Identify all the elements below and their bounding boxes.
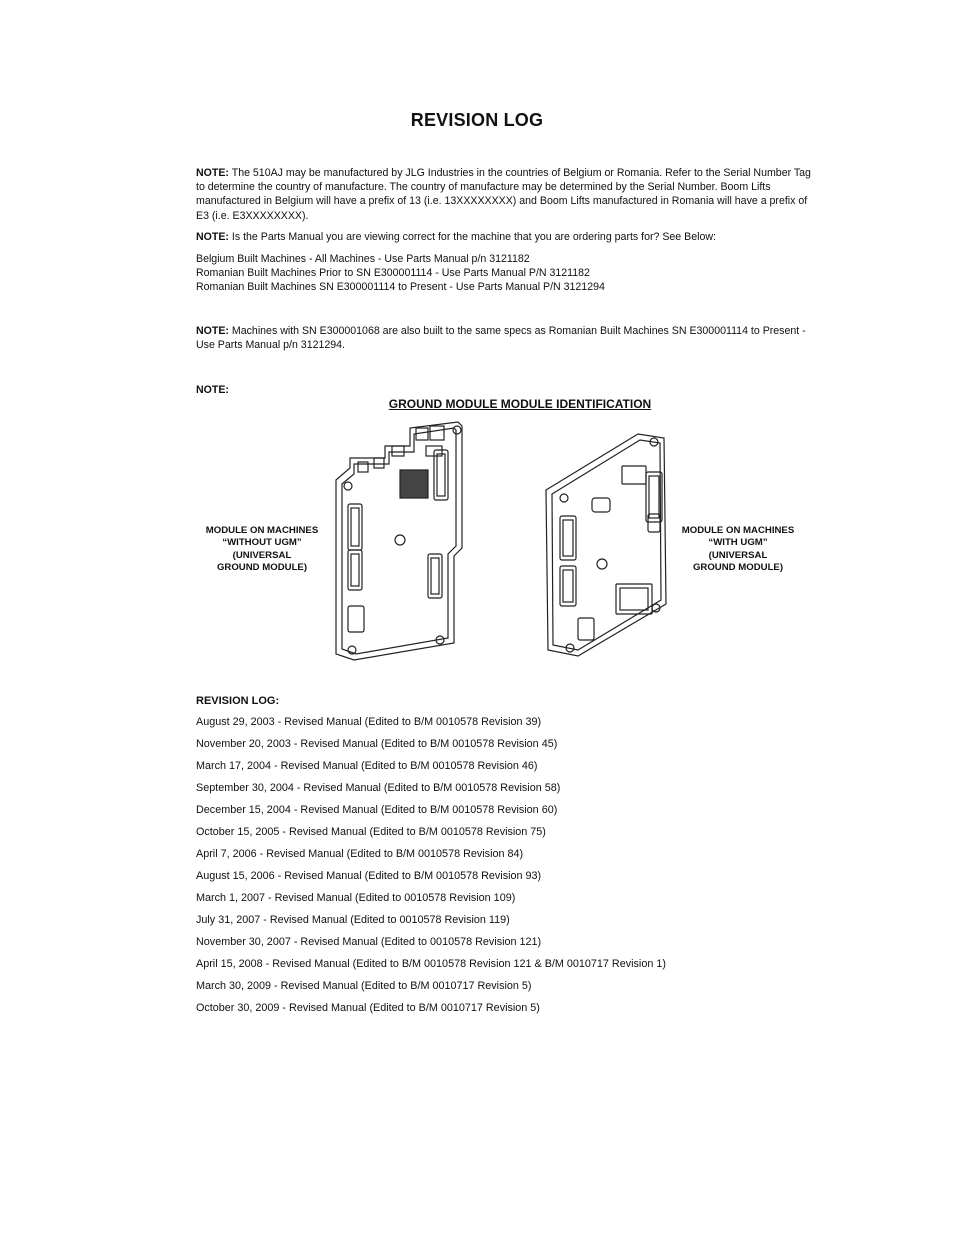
revision-entry: November 20, 2003 - Revised Manual (Edited to B/M 0010578 Revision 45) [196,738,558,750]
label-line: GROUND MODULE) [692,562,784,574]
manual-line: Romanian Built Machines Prior to SN E300001114 - Use Parts Manual P/N 3121182 [196,267,590,280]
note-label: NOTE: [196,325,229,337]
module-without-ugm-illustration [330,418,470,666]
revision-entry: September 30, 2004 - Revised Manual (Edited to B/M 0010578 Revision 58) [196,782,561,794]
label-line: “WITH UGM” [708,537,768,549]
note-figure [196,383,818,397]
revision-entry: March 30, 2009 - Revised Manual (Edited to B/M 0010717 Revision 5) [196,980,532,992]
note-parts-manual-check [196,230,818,244]
revision-entry: October 15, 2005 - Revised Manual (Edited to B/M 0010578 Revision 75) [196,826,546,838]
revision-entry: April 15, 2008 - Revised Manual (Edited to B/M 0010578 Revision 121 & B/M 0010717 Revision 1) [196,958,666,970]
label-line: MODULE ON MACHINES [205,525,319,536]
revision-entry: July 31, 2007 - Revised Manual (Edited to 0010578 Revision 119) [196,914,510,926]
figure-title: GROUND MODULE MODULE IDENTIFICATION [388,397,652,411]
note-country-of-manufacture [196,166,818,223]
note-text: Is the Parts Manual you are viewing correct for the machine that you are ordering parts for? See Below: [228,231,716,243]
revision-log-heading: REVISION LOG: [196,695,280,707]
revision-entry: October 30, 2009 - Revised Manual (Edited to B/M 0010717 Revision 5) [196,1002,540,1014]
revision-entry: August 29, 2003 - Revised Manual (Edited to B/M 0010578 Revision 39) [196,716,542,728]
note-label: NOTE: [196,384,229,396]
revision-log-list [196,716,666,1024]
manual-line: Romanian Built Machines SN E300001114 to Present - Use Parts Manual P/N 3121294 [196,281,605,294]
revision-entry: April 7, 2006 - Revised Manual (Edited to B/M 0010578 Revision 84) [196,848,524,860]
note-text: The 510AJ may be manufactured by JLG Industries in the countries of Belgium or Romania. Refer to the Serial Number Tag to determine the country of manufacture. The country of manufacture may be determined by the Serial Number. Boom Lifts manufactured in Belgium will have a prefix of 13 (i.e. 13XXXXXXXX) and Boom Lifts manufactured in Romania will have a prefix of E3 (i.e. E3XXXXXXXX). [196,167,811,222]
manual-list [196,252,818,295]
note-label: NOTE: [196,231,229,243]
left-module-label [192,525,332,575]
label-line: MODULE ON MACHINES [681,525,795,536]
label-line: (UNIVERSAL [232,549,292,561]
note-sn-specs [196,324,818,352]
label-line: “WITHOUT UGM” [222,537,302,549]
label-line: (UNIVERSAL [708,549,768,561]
manual-line: Belgium Built Machines - All Machines - Use Parts Manual p/n 3121182 [196,253,530,265]
revision-entry: August 15, 2006 - Revised Manual (Edited to B/M 0010578 Revision 93) [196,870,542,882]
revision-entry: November 30, 2007 - Revised Manual (Edited to 0010578 Revision 121) [196,936,542,948]
note-text: Machines with SN E300001068 are also built to the same specs as Romanian Built Machines SN E300001114 to Present - Use Parts Manual p/n 3121294. [196,325,806,352]
module-with-ugm-illustration [542,428,672,660]
revision-entry: March 1, 2007 - Revised Manual (Edited to 0010578 Revision 109) [196,892,516,904]
page-title: REVISION LOG [410,110,544,130]
label-line: GROUND MODULE) [216,562,308,574]
note-label: NOTE: [196,167,229,179]
revision-entry: December 15, 2004 - Revised Manual (Edited to B/M 0010578 Revision 60) [196,804,558,816]
revision-entry: March 17, 2004 - Revised Manual (Edited to B/M 0010578 Revision 46) [196,760,538,772]
right-module-label [668,525,808,575]
